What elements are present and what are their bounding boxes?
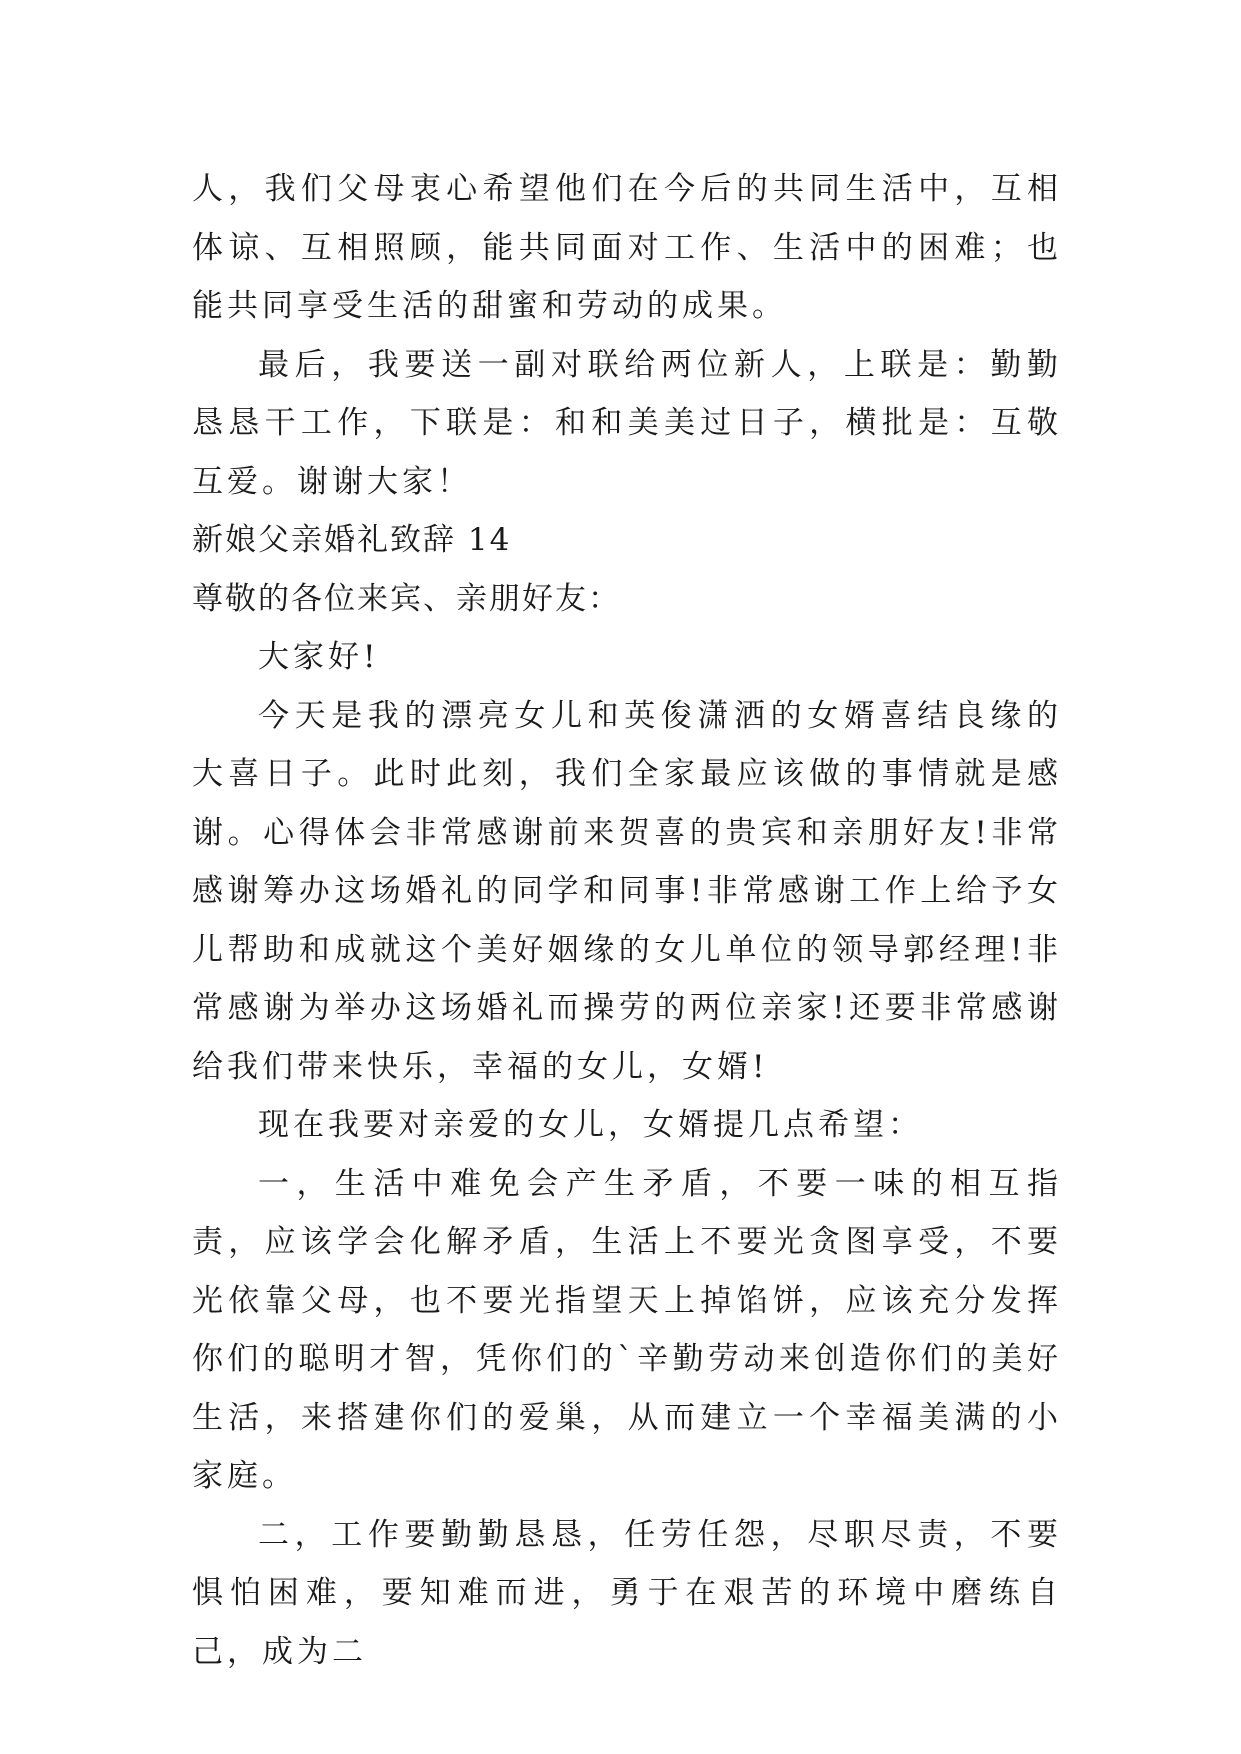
paragraph-couplet: 最后，我要送一副对联给两位新人，上联是：勤勤恳恳干工作，下联是：和和美美过日子，横批是：互敬互爱。谢谢大家！ — [192, 346, 1062, 500]
paragraph-hope-two: 二，工作要勤勤恳恳，任劳任怨，尽职尽责，不要惧怕困难，要知难而进，勇于在艰苦的环境中磨练自己，成为二 — [192, 1516, 1062, 1670]
paragraph-thanks: 今天是我的漂亮女儿和英俊潇洒的女婿喜结良缘的大喜日子。此时此刻，我们全家最应该做的事情就是感谢。心得体会非常感谢前来贺喜的贵宾和亲朋好友!非常感谢筹办这场婚礼的同学和同事!非常感谢工作上给予女儿帮助和成就这个美好姻缘的女儿单位的领导郭经理!非常感谢为举办这场婚礼而操劳的两位亲家!还要非常感谢给我们带来快乐，幸福的女儿，女婿! — [192, 697, 1062, 1085]
document-body — [192, 160, 1062, 1681]
paragraph-continuation: 人，我们父母衷心希望他们在今后的共同生活中，互相体谅、互相照顾，能共同面对工作、生活中的困难；也能共同享受生活的甜蜜和劳动的成果。 — [192, 171, 1062, 324]
salutation: 尊敬的各位来宾、亲朋好友： — [192, 580, 621, 617]
greeting: 大家好! — [258, 639, 380, 675]
paragraph-hope-one: 一，生活中难免会产生矛盾，不要一味的相互指责，应该学会化解矛盾，生活上不要光贪图享受，不要光依靠父母，也不要光指望天上掉馅饼，应该充分发挥你们的聪明才智，凭你们的`辛勤劳动来创造你们的美好生活，来搭建你们的爱巢，从而建立一个幸福美满的小家庭。 — [192, 1165, 1062, 1494]
section-heading: 新娘父亲婚礼致辞 14 — [192, 522, 512, 558]
paragraph-hopes-intro: 现在我要对亲爱的女儿，女婿提几点希望： — [258, 1107, 923, 1143]
